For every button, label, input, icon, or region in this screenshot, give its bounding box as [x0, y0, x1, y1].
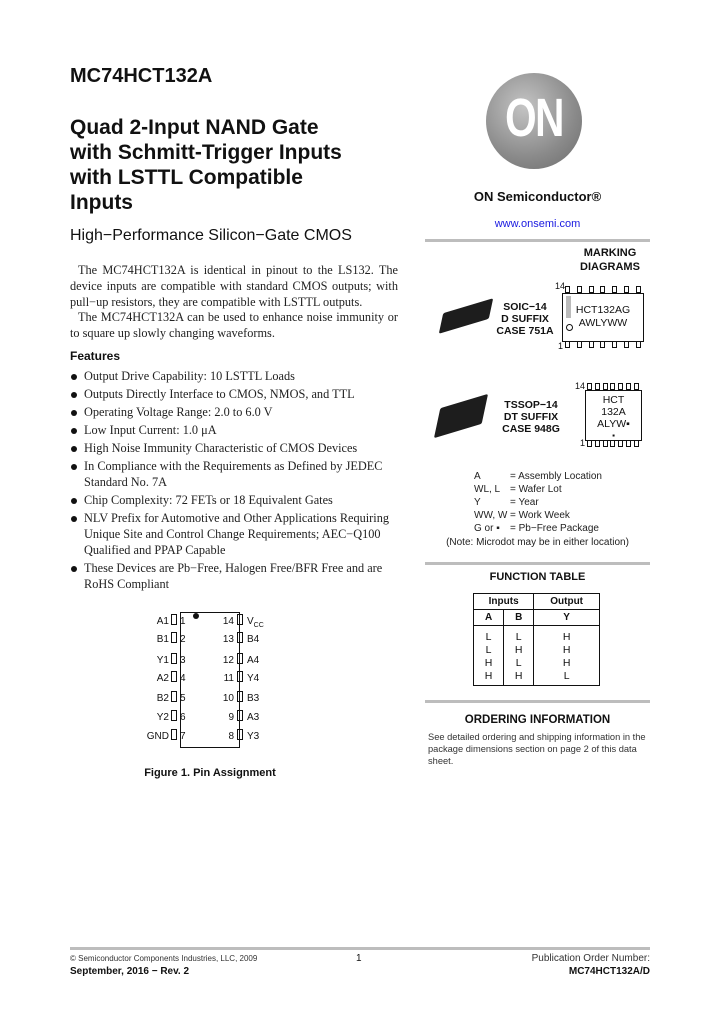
function-table	[473, 593, 600, 686]
feature-item: Operating Voltage Range: 2.0 to 6.0 V	[70, 404, 405, 420]
pin-right-9	[222, 710, 292, 728]
th-b: B	[504, 610, 534, 626]
pin-signal: Y1	[156, 655, 169, 666]
pin-left-3	[130, 653, 200, 667]
cell: L	[504, 656, 534, 669]
function-table-row	[474, 669, 600, 686]
copyright: © Semiconductor Components Industries, LLC, 2009	[70, 954, 258, 963]
pin-left-7	[130, 729, 200, 743]
pin-number: 1	[558, 341, 564, 351]
cell: L	[504, 626, 534, 644]
ordering-title: ORDERING INFORMATION	[464, 714, 611, 726]
description-paragraph: The MC74HCT132A is identical in pinout to the LS132. The device inputs are compatible with standard CMOS outputs; with pull−up resistors, they are compatible with LSTTL outputs.	[70, 263, 398, 309]
divider	[425, 239, 650, 242]
pin-signal: B1	[156, 634, 169, 645]
pin-right-13	[222, 632, 292, 650]
divider	[425, 700, 650, 703]
tssop-mark-line: 132A	[601, 406, 626, 418]
legend-row: A = Assembly Location	[474, 471, 602, 482]
feature-item: Output Drive Capability: 10 LSTTL Loads	[70, 368, 405, 384]
headline-line: Quad 2-Input NAND Gate	[70, 116, 319, 139]
pin-signal: B4	[247, 634, 260, 645]
soic-mark-line: AWLYWW	[578, 317, 628, 329]
pin-number: 14	[575, 381, 586, 391]
tssop-bottom-pins	[587, 440, 639, 447]
headline	[70, 115, 410, 215]
pkg-label-line: TSSOP−14	[504, 399, 558, 411]
soic-package-image	[439, 298, 493, 334]
pkg-label-line: CASE 948G	[502, 423, 560, 435]
pin-left-2	[130, 632, 200, 646]
function-table-row	[474, 656, 600, 669]
feature-item: Low Input Current: 1.0 μA	[70, 422, 405, 438]
pin-signal: A4	[247, 655, 260, 666]
marking-legend	[474, 470, 602, 535]
marking-heading	[560, 246, 660, 274]
function-table-row	[474, 643, 600, 656]
legend-row: WL, L = Wafer Lot	[474, 484, 562, 495]
pin-right-14: 14 $V_{CC}$	[222, 616, 264, 629]
cell: L	[534, 669, 600, 686]
feature-item: NLV Prefix for Automotive and Other Applications Requiring Unique Site and Control Change Requirements; AEC−Q100 Qualified and PPAP Capable	[70, 510, 405, 558]
pin-signal: Y2	[156, 712, 169, 723]
pin-number: 9	[228, 712, 234, 723]
pin-right-12	[222, 653, 292, 671]
ordering-text: See detailed ordering and shipping information in the package dimensions section on page 2 of this data sheet.	[428, 732, 646, 766]
cell: H	[474, 656, 504, 669]
subtitle: High−Performance Silicon−Gate CMOS	[70, 227, 352, 244]
feature-item: Chip Complexity: 72 FETs or 18 Equivalent Gates	[70, 492, 405, 508]
figure-caption: Figure 1. Pin Assignment	[144, 767, 276, 779]
date-revision: September, 2016 − Rev. 2	[70, 966, 190, 977]
pkg-label-line: CASE 751A	[496, 325, 554, 337]
pin-number: 2	[180, 634, 186, 645]
pin-number: 13	[222, 634, 234, 645]
th-inputs: Inputs	[474, 594, 534, 610]
pkg-label-line: SOIC−14	[503, 301, 547, 313]
pin-signal: A3	[247, 712, 260, 723]
pin-signal: A2	[156, 673, 169, 684]
tssop-label	[496, 399, 566, 435]
pin-signal: V	[247, 616, 254, 627]
pin-number: 1	[580, 438, 586, 448]
pkg-label-line: DT SUFFIX	[503, 411, 559, 423]
cell: H	[534, 643, 600, 656]
pin-signal: B2	[156, 693, 169, 704]
pin-number: 1	[180, 616, 186, 627]
th-y: Y	[534, 610, 600, 626]
publication-number: MC74HCT132A/D	[568, 966, 650, 977]
pin-number: 5	[180, 693, 186, 704]
marking-heading-line: MARKING	[583, 247, 637, 259]
features-list	[70, 368, 405, 594]
pin-number: 11	[223, 673, 234, 684]
marking-heading-line: DIAGRAMS	[580, 261, 640, 273]
headline-line: Inputs	[70, 191, 133, 214]
pin-left-6	[130, 710, 200, 724]
legend-row: WW, W = Work Week	[474, 510, 570, 521]
function-table-row	[474, 626, 600, 644]
company-name: ON Semiconductor®	[473, 189, 602, 204]
legend-row: Y = Year	[474, 497, 539, 508]
website-link[interactable]: www.onsemi.com	[494, 218, 581, 230]
features-heading: Features	[70, 349, 121, 363]
pin-signal: GND	[146, 731, 169, 742]
tssop-mark-line: ALYW▪	[597, 418, 630, 430]
pin-number: 6	[180, 712, 186, 723]
on-semi-logo	[486, 73, 582, 169]
pin-number: 7	[180, 731, 186, 742]
headline-line: with Schmitt-Trigger Inputs	[70, 141, 342, 164]
th-output: Output	[534, 594, 600, 610]
pin-signal: A1	[156, 616, 169, 627]
cell: H	[504, 669, 534, 686]
tssop-mark-line: ▪	[612, 431, 615, 440]
pkg-label-line: D SUFFIX	[501, 313, 549, 325]
pin-left-5	[130, 691, 200, 705]
cell: H	[504, 643, 534, 656]
pin-right-11	[222, 671, 292, 689]
pin-number: 14	[555, 281, 566, 291]
footer-divider	[70, 947, 650, 950]
soic-top-pins	[565, 286, 641, 293]
part-number: MC74HCT132A	[70, 65, 213, 87]
feature-item: High Noise Immunity Characteristic of CMOS Devices	[70, 440, 405, 456]
feature-item: In Compliance with the Requirements as Defined by JEDEC Standard No. 7A	[70, 458, 405, 490]
feature-item: Outputs Directly Interface to CMOS, NMOS, and TTL	[70, 386, 405, 402]
pin-number: 10	[222, 693, 234, 704]
th-a: A	[474, 610, 504, 626]
pin-signal: B3	[247, 693, 260, 704]
soic-mark-line: HCT132AG	[575, 304, 631, 316]
pin-signal: Y3	[247, 731, 260, 742]
pin-number: 4	[180, 673, 186, 684]
pin-right-10	[222, 691, 292, 709]
publication-label: Publication Order Number:	[531, 953, 650, 964]
pin-signal: Y4	[247, 673, 260, 684]
tssop-marking-box	[585, 390, 642, 441]
feature-item: These Devices are Pb−Free, Halogen Free/BFR Free and are RoHS Compliant	[70, 560, 405, 592]
pin-right-8	[222, 729, 292, 747]
cell: H	[474, 669, 504, 686]
cell: H	[534, 626, 600, 644]
soic-label	[490, 301, 560, 337]
description-paragraph: The MC74HCT132A can be used to enhance noise immunity or to square up slowly changing waveforms.	[70, 310, 398, 340]
legend-row: G or ▪ = Pb−Free Package	[474, 523, 599, 534]
soic-bottom-pins	[565, 341, 641, 348]
cell: H	[534, 656, 600, 669]
pin-left-1	[130, 614, 200, 628]
divider	[425, 562, 650, 565]
pin-number: 14	[222, 616, 234, 627]
soic-marking-box	[562, 293, 644, 342]
logo-text: ON	[505, 88, 563, 148]
headline-line: with LSTTL Compatible	[70, 166, 303, 189]
tssop-top-pins	[587, 383, 639, 390]
pin-left-4	[130, 671, 200, 685]
page-number: 1	[356, 953, 362, 964]
pin-number: 3	[180, 655, 186, 666]
pin-number: 8	[228, 731, 234, 742]
pin-number: 12	[222, 655, 234, 666]
tssop-package-image	[434, 394, 488, 438]
microdot-note: (Note: Microdot may be in either location)	[446, 537, 629, 548]
cell: L	[474, 626, 504, 644]
function-table-title: FUNCTION TABLE	[489, 571, 586, 583]
cell: L	[474, 643, 504, 656]
tssop-mark-line: HCT	[602, 394, 625, 406]
